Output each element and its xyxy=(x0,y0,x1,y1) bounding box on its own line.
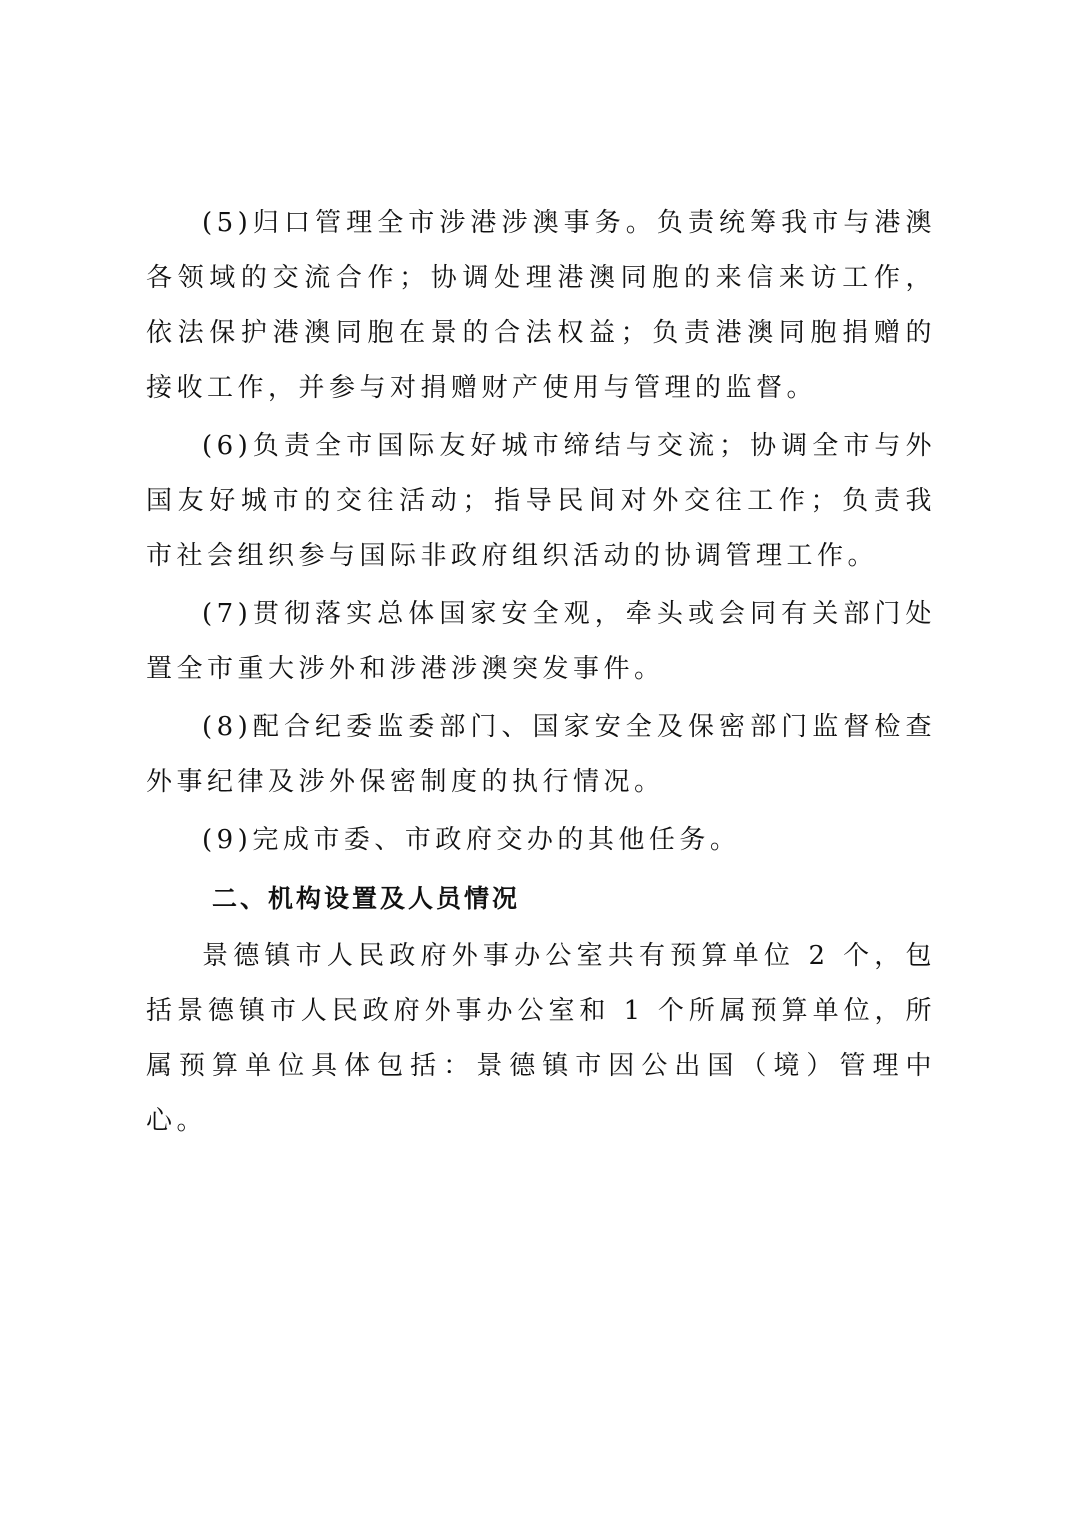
duty-item-8: (8)配合纪委监委部门、国家安全及保密部门监督检查外事纪律及涉外保密制度的执行情况。 xyxy=(146,712,936,797)
duty-item-6: (6)负责全市国际友好城市缔结与交流；协调全市与外国友好城市的交往活动；指导民间对外交往工作；负责我市社会组织参与国际非政府组织活动的协调管理工作。 xyxy=(146,431,936,571)
duty-item-5: (5)归口管理全市涉港涉澳事务。负责统筹我市与港澳各领域的交流合作；协调处理港澳同胞的来信来访工作，依法保护港澳同胞在景的合法权益；负责港澳同胞捐赠的接收工作，并参与对捐赠财产使用与管理的监督。 xyxy=(146,208,936,403)
document-body xyxy=(146,196,936,1149)
section-body: 景德镇市人民政府外事办公室共有预算单位 2 个，包括景德镇市人民政府外事办公室和 1 个所属预算单位，所属预算单位具体包括：景德镇市因公出国（境）管理中心。 xyxy=(146,941,936,1136)
duty-item-9: (9)完成市委、市政府交办的其他任务。 xyxy=(202,825,741,855)
duty-item-7: (7)贯彻落实总体国家安全观，牵头或会同有关部门处置全市重大涉外和涉港涉澳突发事件。 xyxy=(146,599,936,684)
section-heading: 二、机构设置及人员情况 xyxy=(212,884,521,913)
